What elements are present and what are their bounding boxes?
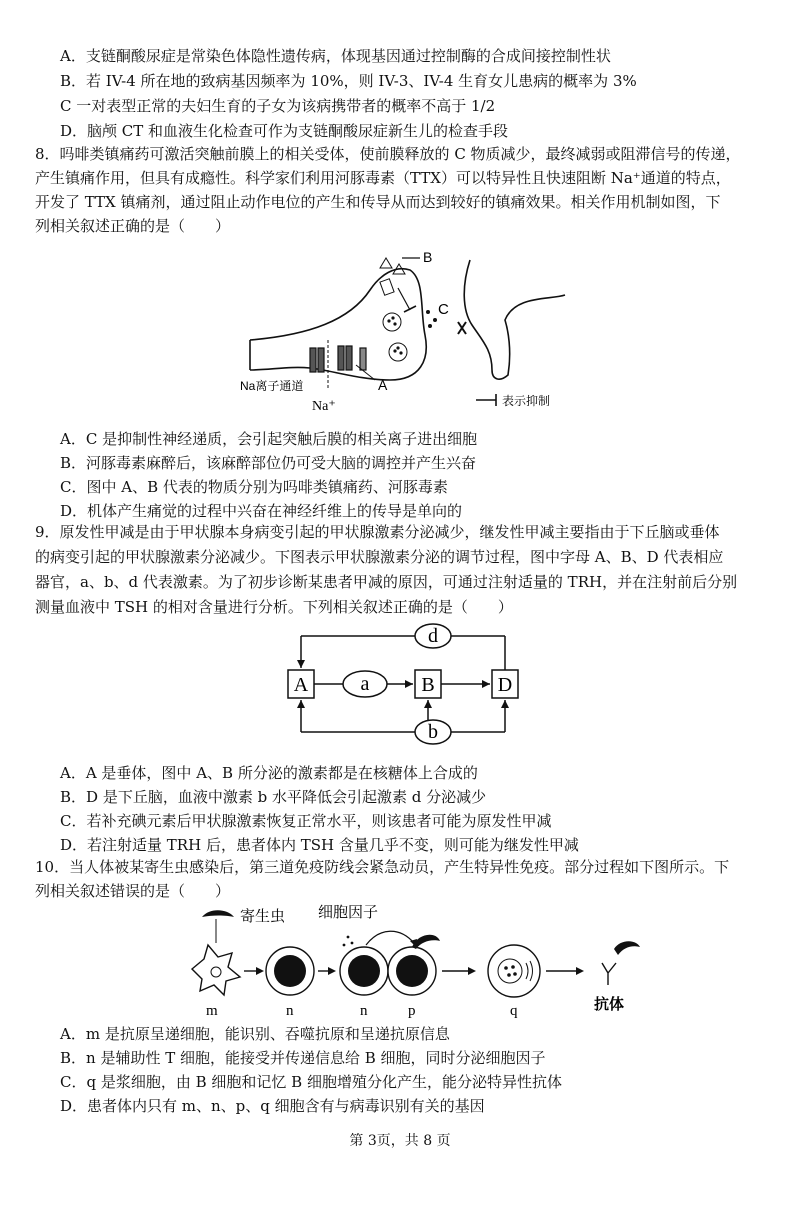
legend-inhibit: 表示抑制: [502, 394, 551, 408]
q8-option-b: B．河豚毒素麻醉后，该麻醉部位仍可受大脑的调控并产生兴奋: [60, 454, 477, 472]
parasite-icon: [202, 910, 234, 917]
q9-option-d: D．若注射适量 TRH 后，患者体内 TSH 含量几乎不变，则可能为继发性甲减: [60, 836, 579, 854]
label-b: B: [423, 249, 433, 265]
q10-option-d: D．患者体内只有 m、n、p、q 细胞含有与病毒识别有关的基因: [60, 1097, 485, 1115]
synapse-figure: [230, 240, 570, 420]
label-p: p: [408, 1003, 416, 1019]
q7-option-a: A．支链酮酸尿症是常染色体隐性遗传病，体现基因通过控制酶的合成间接控制性状: [60, 47, 611, 65]
parasite-icon: [614, 941, 640, 955]
box-b-label: B: [421, 674, 435, 696]
label-n1: n: [286, 1003, 294, 1019]
q7-option-b: B．若 IV-4 所在地的致病基因频率为 10%，则 IV-3、IV-4 生育女儿患病的概率为 3%: [60, 72, 637, 90]
q8-stem-3: 开发了 TTX 镇痛剂，通过阻止动作电位的产生和传导从而达到较好的镇痛效果。相关作用机制如图，下: [35, 193, 721, 211]
q8-stem-4: 列相关叙述正确的是（ ）: [35, 217, 231, 235]
opioid-molecule-icon: [380, 258, 392, 268]
q9-option-c: C．若补充碘元素后甲状腺激素恢复正常水平，则该患者可能为原发性甲减: [60, 812, 552, 830]
q10-stem-2: 列相关叙述错误的是（ ）: [35, 882, 231, 900]
q7-option-d: D．脑颅 CT 和血液生化检查可作为支链酮酸尿症新生儿的检查手段: [60, 122, 509, 140]
immune-process-figure: [180, 903, 650, 1021]
label-q: q: [510, 1003, 518, 1019]
q9-option-a: A．A 是垂体，图中 A、B 所分泌的激素都是在核糖体上合成的: [60, 764, 478, 782]
q9-option-b: B．D 是下丘脑，血液中激素 b 水平降低会引起激素 d 分泌减少: [60, 788, 487, 806]
q9-stem-4: 测量血液中 TSH 的相对含量进行分析。下列相关叙述正确的是（ ）: [35, 598, 513, 616]
q8-option-c: C．图中 A、B 代表的物质分别为吗啡类镇痛药、河豚毒素: [60, 478, 448, 496]
q10-stem-1: 10．当人体被某寄生虫感染后，第三道免疫防线会紧急动员，产生特异性免疫。部分过程如下图所示。下: [35, 858, 730, 876]
q8-stem-1: 8．吗啡类镇痛药可激活突触前膜上的相关受体，使前膜释放的 C 物质减少，最终减弱或阻滞信号的传递，: [35, 145, 741, 163]
q7-option-c: C 一对表型正常的夫妇生育的子女为该病携带者的概率不高于 1/2: [60, 97, 496, 115]
parasite-label: 寄生虫: [240, 908, 286, 925]
q9-stem-2: 的病变引起的甲状腺激素分泌减少。下图表示甲状腺激素分泌的调节过程，图中字母 A、B、D 代表相应: [35, 548, 724, 566]
box-d-label: D: [497, 674, 513, 696]
hormone-a-label: a: [360, 673, 370, 695]
antibody-label: 抗体: [594, 996, 625, 1013]
page-footer: 第 3页，共 8 页: [349, 1133, 451, 1149]
na-channel-icon: [310, 346, 366, 372]
cytokine-label: 细胞因子: [318, 904, 379, 921]
postsynaptic-membrane: [464, 260, 565, 379]
receptor-icon: [380, 279, 394, 296]
q9-stem-1: 9．原发性甲减是由于甲状腺本身病变引起的甲状腺激素分泌减少，继发性甲减主要指由于下丘脑或垂体: [35, 523, 720, 541]
hormone-regulation-figure: [280, 622, 530, 748]
na-ion-label: Na⁺: [312, 399, 336, 414]
parasite-icon: [412, 935, 440, 949]
label-a: A: [378, 377, 388, 393]
m-cell-icon: [192, 945, 240, 995]
na-channel-label: Na离子通道: [240, 379, 304, 393]
q10-option-b: B．n 是辅助性 T 细胞，能接受并传递信息给 B 细胞，同时分泌细胞因子: [60, 1049, 546, 1067]
hormone-b-label: b: [428, 721, 438, 743]
antibody-icon: [602, 963, 616, 985]
label-m: m: [206, 1003, 218, 1019]
q10-option-a: A．m 是抗原呈递细胞，能识别、吞噬抗原和呈递抗原信息: [60, 1025, 450, 1043]
label-n2: n: [360, 1003, 368, 1019]
label-c: C: [438, 301, 449, 318]
q8-stem-2: 产生镇痛作用，但具有成瘾性。科学家们利用河豚毒素（TTX）可以特异性且快速阻断 Na⁺通道的特点，: [35, 169, 731, 187]
hormone-d-label: d: [428, 625, 438, 647]
q9-stem-3: 器官，a、b、d 代表激素。为了初步诊断某患者甲减的原因，可通过注射适量的 TRH，并在注射前后分别: [35, 573, 738, 591]
q10-option-c: C．q 是浆细胞，由 B 细胞和记忆 B 细胞增殖分化产生，能分泌特异性抗体: [60, 1073, 562, 1091]
box-a-label: A: [293, 674, 309, 696]
q8-option-a: A．C 是抑制性神经递质，会引起突触后膜的相关离子进出细胞: [60, 430, 478, 448]
q8-option-d: D．机体产生痛觉的过程中兴奋在神经纤维上的传导是单向的: [60, 502, 463, 520]
